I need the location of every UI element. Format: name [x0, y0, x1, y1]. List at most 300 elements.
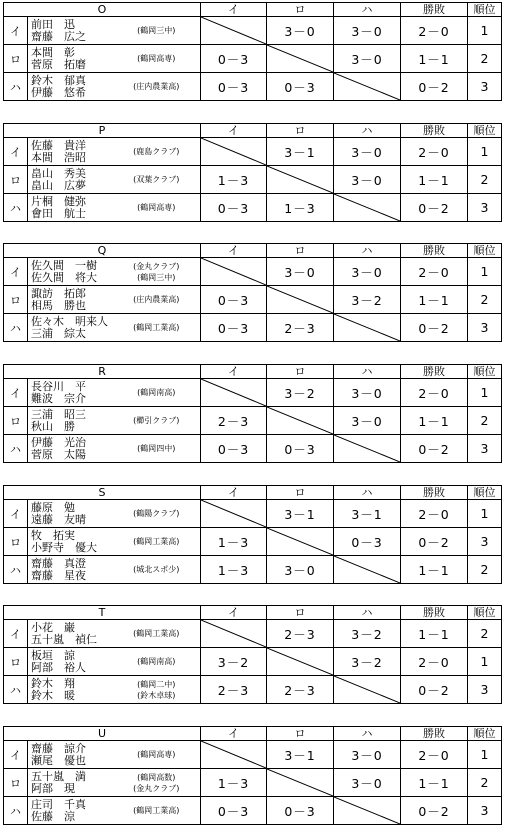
league-table [3, 605, 501, 704]
win-loss-record: 0－2 [401, 194, 468, 222]
player-name-1: 伊藤 光治 [31, 435, 86, 449]
self-match-cell [201, 500, 267, 528]
team-name-1: (鶴岡三中) [137, 26, 176, 35]
pair-names [28, 73, 113, 101]
final-rank: 1 [468, 17, 502, 45]
win-loss-record: 2－0 [401, 500, 468, 528]
player-name-1: 齋藤 真澄 [31, 556, 86, 570]
col-header-ha: ハ [334, 3, 401, 17]
team-affiliation [113, 138, 201, 166]
diagonal-slash [267, 769, 333, 796]
self-match-cell [267, 45, 334, 73]
league-header-row [4, 365, 502, 379]
final-rank: 1 [468, 648, 502, 676]
win-loss-record: 2－0 [401, 379, 468, 407]
team-name-1: (庄内農業高) [133, 82, 180, 91]
team-affiliation [113, 528, 201, 556]
col-header-i: イ [201, 3, 267, 17]
player-pair-row [4, 620, 502, 648]
score-vs-ha: 0－3 [334, 528, 401, 556]
team-affiliation [113, 500, 201, 528]
pair-mark: イ [4, 17, 28, 45]
pair-names [28, 166, 113, 194]
team-affiliation [113, 648, 201, 676]
diagonal-slash [267, 45, 333, 72]
score-vs-ha: 3－2 [334, 648, 401, 676]
score-vs-ro: 3－2 [267, 379, 334, 407]
diagonal-slash [267, 648, 333, 675]
win-loss-record: 1－1 [401, 556, 468, 584]
diagonal-slash [334, 73, 400, 100]
col-header-ha: ハ [334, 606, 401, 620]
team-name-2: (鈴木卓球) [137, 690, 176, 700]
col-header-record: 勝敗 [401, 727, 468, 741]
player-name-1: 齋藤 諒介 [31, 741, 86, 755]
diagonal-line [267, 769, 333, 796]
score-vs-ha: 3－0 [334, 379, 401, 407]
col-header-rank: 順位 [468, 3, 502, 17]
win-loss-record: 2－0 [401, 17, 468, 45]
self-match-cell [334, 314, 401, 342]
win-loss-record: 2－0 [401, 741, 468, 769]
team-name-1: (鶴岡工業高) [133, 629, 180, 638]
self-match-cell [201, 620, 267, 648]
player-pair-row [4, 314, 502, 342]
team-affiliation [113, 314, 201, 342]
diagonal-slash [334, 797, 400, 824]
player-name-1: 長谷川 平 [31, 379, 86, 393]
player-pair-row [4, 648, 502, 676]
win-loss-record: 0－2 [401, 435, 468, 463]
league-name: O [4, 3, 201, 17]
diagonal-line [201, 258, 266, 285]
score-vs-ro: 3－1 [267, 138, 334, 166]
pair-names [28, 138, 113, 166]
team-affiliation [113, 379, 201, 407]
self-match-cell [201, 138, 267, 166]
pair-names [28, 258, 113, 286]
pair-mark: ハ [4, 797, 28, 825]
final-rank: 2 [468, 556, 502, 584]
diagonal-slash [201, 379, 266, 406]
team-name-1: (鶴岡工業高) [133, 806, 180, 815]
league-name: P [4, 124, 201, 138]
pair-mark: ハ [4, 435, 28, 463]
self-match-cell [201, 741, 267, 769]
team-affiliation [113, 194, 201, 222]
league-name: R [4, 365, 201, 379]
win-loss-record: 0－2 [401, 797, 468, 825]
self-match-cell [334, 556, 401, 584]
team-name-1: (鶴岡工業高) [133, 537, 180, 546]
score-vs-ha: 3－0 [334, 258, 401, 286]
player-name-2: 本間 浩昭 [31, 150, 86, 164]
player-name-1: 鈴木 翔 [31, 676, 75, 690]
self-match-cell [201, 258, 267, 286]
diagonal-slash [334, 314, 400, 341]
diagonal-line [334, 194, 400, 221]
final-rank: 3 [468, 194, 502, 222]
final-rank: 3 [468, 435, 502, 463]
player-name-1: 鈴木 郁真 [31, 73, 86, 87]
score-vs-i: 0－3 [201, 194, 267, 222]
pair-mark: イ [4, 379, 28, 407]
diagonal-line [201, 17, 266, 44]
final-rank: 2 [468, 45, 502, 73]
league-table [3, 123, 501, 222]
final-rank: 2 [468, 166, 502, 194]
final-rank: 3 [468, 797, 502, 825]
self-match-cell [201, 379, 267, 407]
team-name-1: (鶴岡南高) [137, 388, 176, 397]
player-name-2: 五十嵐 禎仁 [31, 632, 97, 646]
final-rank: 1 [468, 500, 502, 528]
win-loss-record: 0－2 [401, 528, 468, 556]
win-loss-record: 1－1 [401, 286, 468, 314]
pair-names [28, 286, 113, 314]
score-vs-i: 2－3 [201, 407, 267, 435]
diagonal-line [201, 379, 266, 406]
diagonal-line [267, 166, 333, 193]
col-header-i: イ [201, 124, 267, 138]
diagonal-slash [334, 676, 400, 703]
diagonal-slash [201, 17, 266, 44]
player-name-1: 本間 彰 [31, 45, 75, 59]
final-rank: 2 [468, 620, 502, 648]
team-name-1: (鶴岡高専) [137, 750, 176, 759]
diagonal-line [267, 528, 333, 555]
pair-mark: ハ [4, 676, 28, 704]
win-loss-record: 0－2 [401, 73, 468, 101]
win-loss-record: 1－1 [401, 769, 468, 797]
diagonal-slash [267, 286, 333, 313]
self-match-cell [334, 797, 401, 825]
score-vs-ha: 3－1 [334, 500, 401, 528]
col-header-rank: 順位 [468, 124, 502, 138]
team-name-1: (鶴岡高数) [137, 772, 176, 782]
player-pair-row [4, 379, 502, 407]
col-header-ha: ハ [334, 486, 401, 500]
player-name-2: 難波 宗介 [31, 391, 86, 405]
score-vs-i: 1－3 [201, 556, 267, 584]
team-name-1: (双葉クラブ) [133, 175, 180, 184]
diagonal-slash [201, 500, 266, 527]
col-header-ha: ハ [334, 365, 401, 379]
diagonal-line [201, 620, 266, 647]
col-header-ro: ロ [267, 727, 334, 741]
player-name-1: 小花 巌 [31, 620, 75, 634]
diagonal-line [334, 676, 400, 703]
team-affiliation [113, 741, 201, 769]
player-name-2: 相馬 勝也 [31, 298, 86, 312]
player-name-1: 佐々木 明来人 [31, 314, 108, 328]
diagonal-slash [334, 435, 400, 462]
diagonal-line [201, 138, 266, 165]
league-header-row [4, 606, 502, 620]
pair-names [28, 648, 113, 676]
col-header-ro: ロ [267, 124, 334, 138]
player-name-2: 秋山 勝 [31, 419, 75, 433]
score-vs-ha: 3－0 [334, 407, 401, 435]
league-name: U [4, 727, 201, 741]
league-header-row [4, 486, 502, 500]
final-rank: 3 [468, 528, 502, 556]
player-pair-row [4, 258, 502, 286]
league-table [3, 726, 501, 825]
team-name-1: (鶴岡二中) [137, 679, 176, 689]
diagonal-slash [201, 620, 266, 647]
player-name-1: 佐久間 一樹 [31, 258, 97, 272]
col-header-record: 勝敗 [401, 3, 468, 17]
score-vs-ro: 3－0 [267, 556, 334, 584]
score-vs-ha: 3－0 [334, 769, 401, 797]
pair-mark: イ [4, 741, 28, 769]
pair-names [28, 769, 113, 797]
diagonal-line [267, 45, 333, 72]
win-loss-record: 1－1 [401, 45, 468, 73]
score-vs-i: 0－3 [201, 435, 267, 463]
diagonal-slash [267, 166, 333, 193]
player-name-2: 鈴木 暖 [31, 688, 75, 702]
team-affiliation [113, 17, 201, 45]
player-pair-row [4, 138, 502, 166]
self-match-cell [267, 286, 334, 314]
pair-mark: イ [4, 138, 28, 166]
player-name-1: 藤原 勉 [31, 500, 75, 514]
pair-names [28, 797, 113, 825]
col-header-record: 勝敗 [401, 486, 468, 500]
pair-mark: ロ [4, 407, 28, 435]
self-match-cell [334, 435, 401, 463]
player-name-2: 會田 航士 [31, 206, 86, 220]
team-affiliation [113, 556, 201, 584]
col-header-ha: ハ [334, 244, 401, 258]
player-name-2: 畠山 広夢 [31, 178, 86, 192]
self-match-cell [267, 528, 334, 556]
score-vs-ha: 3－0 [334, 741, 401, 769]
team-affiliation [113, 676, 201, 704]
team-name-2: (金丸クラブ) [133, 783, 180, 793]
col-header-i: イ [201, 727, 267, 741]
score-vs-i: 1－3 [201, 166, 267, 194]
self-match-cell [334, 194, 401, 222]
final-rank: 2 [468, 407, 502, 435]
team-name-1: (鶴岡四中) [137, 444, 176, 453]
player-name-2: 齋藤 星夜 [31, 568, 86, 582]
player-name-2: 遠藤 友晴 [31, 512, 86, 526]
pair-names [28, 676, 113, 704]
team-name-1: (庄内農業高) [133, 295, 180, 304]
team-affiliation [113, 435, 201, 463]
col-header-ro: ロ [267, 244, 334, 258]
player-name-2: 瀬尾 優也 [31, 753, 86, 767]
score-vs-i: 0－3 [201, 286, 267, 314]
final-rank: 3 [468, 314, 502, 342]
col-header-rank: 順位 [468, 727, 502, 741]
score-vs-ha: 3－0 [334, 138, 401, 166]
score-vs-ro: 1－3 [267, 194, 334, 222]
league-header-row [4, 244, 502, 258]
score-vs-ro: 2－3 [267, 676, 334, 704]
player-pair-row [4, 286, 502, 314]
team-affiliation [113, 166, 201, 194]
league-name: T [4, 606, 201, 620]
diagonal-line [334, 556, 400, 583]
score-vs-i: 0－3 [201, 314, 267, 342]
pair-mark: ハ [4, 314, 28, 342]
player-name-2: 阿部 裕人 [31, 660, 86, 674]
score-vs-i: 2－3 [201, 676, 267, 704]
pair-mark: ロ [4, 166, 28, 194]
player-name-1: 前田 迅 [31, 17, 75, 31]
player-name-1: 畠山 秀美 [31, 166, 86, 180]
diagonal-line [334, 797, 400, 824]
team-affiliation [113, 769, 201, 797]
pair-mark: イ [4, 620, 28, 648]
diagonal-slash [334, 194, 400, 221]
player-name-2: 菅原 太陽 [31, 447, 86, 461]
self-match-cell [267, 166, 334, 194]
player-pair-row [4, 769, 502, 797]
score-vs-ro: 3－0 [267, 258, 334, 286]
diagonal-slash [201, 258, 266, 285]
pair-mark: イ [4, 500, 28, 528]
score-vs-i: 0－3 [201, 73, 267, 101]
player-name-2: 伊藤 悠希 [31, 85, 86, 99]
final-rank: 3 [468, 73, 502, 101]
col-header-ha: ハ [334, 727, 401, 741]
diagonal-line [334, 73, 400, 100]
player-name-1: 庄司 千真 [31, 797, 86, 811]
player-pair-row [4, 500, 502, 528]
league-header-row [4, 3, 502, 17]
player-pair-row [4, 45, 502, 73]
pair-names [28, 194, 113, 222]
final-rank: 1 [468, 379, 502, 407]
league-header-row [4, 124, 502, 138]
win-loss-record: 1－1 [401, 166, 468, 194]
win-loss-record: 2－0 [401, 258, 468, 286]
pair-mark: ロ [4, 286, 28, 314]
score-vs-ro: 3－1 [267, 741, 334, 769]
col-header-ro: ロ [267, 365, 334, 379]
col-header-record: 勝敗 [401, 365, 468, 379]
score-vs-i: 0－3 [201, 45, 267, 73]
win-loss-record: 2－0 [401, 648, 468, 676]
diagonal-line [267, 407, 333, 434]
player-pair-row [4, 194, 502, 222]
self-match-cell [267, 769, 334, 797]
diagonal-line [201, 741, 266, 768]
diagonal-line [334, 435, 400, 462]
team-affiliation [113, 45, 201, 73]
col-header-rank: 順位 [468, 606, 502, 620]
score-vs-ro: 0－3 [267, 435, 334, 463]
pair-names [28, 435, 113, 463]
score-vs-ro: 2－3 [267, 620, 334, 648]
final-rank: 2 [468, 769, 502, 797]
player-name-2: 阿部 現 [31, 781, 75, 795]
diagonal-line [267, 648, 333, 675]
score-vs-i: 0－3 [201, 797, 267, 825]
final-rank: 3 [468, 676, 502, 704]
self-match-cell [267, 407, 334, 435]
diagonal-slash [201, 741, 266, 768]
col-header-ro: ロ [267, 606, 334, 620]
col-header-i: イ [201, 244, 267, 258]
team-affiliation [113, 620, 201, 648]
team-affiliation [113, 73, 201, 101]
score-vs-ro: 0－3 [267, 73, 334, 101]
player-pair-row [4, 741, 502, 769]
player-name-2: 小野寺 優大 [31, 540, 97, 554]
win-loss-record: 2－0 [401, 138, 468, 166]
pair-names [28, 556, 113, 584]
score-vs-i: 1－3 [201, 769, 267, 797]
self-match-cell [334, 73, 401, 101]
col-header-record: 勝敗 [401, 606, 468, 620]
league-name: S [4, 486, 201, 500]
diagonal-line [267, 286, 333, 313]
player-pair-row [4, 528, 502, 556]
col-header-i: イ [201, 486, 267, 500]
player-name-1: 牧 拓実 [31, 528, 75, 542]
team-name-1: (鹿島クラブ) [133, 147, 180, 156]
diagonal-slash [201, 138, 266, 165]
pair-names [28, 45, 113, 73]
col-header-rank: 順位 [468, 244, 502, 258]
pair-mark: ハ [4, 73, 28, 101]
score-vs-ha: 3－0 [334, 17, 401, 45]
team-name-1: (金丸クラブ) [133, 261, 180, 271]
pair-mark: イ [4, 258, 28, 286]
score-vs-ro: 3－1 [267, 500, 334, 528]
score-vs-ro: 2－3 [267, 314, 334, 342]
player-name-2: 佐藤 涼 [31, 809, 75, 823]
self-match-cell [201, 17, 267, 45]
col-header-record: 勝敗 [401, 244, 468, 258]
pair-mark: ハ [4, 556, 28, 584]
diagonal-line [201, 500, 266, 527]
player-name-1: 佐藤 貴洋 [31, 138, 86, 152]
col-header-ha: ハ [334, 124, 401, 138]
player-pair-row [4, 676, 502, 704]
player-name-1: 諏訪 拓郎 [31, 286, 86, 300]
team-affiliation [113, 286, 201, 314]
pair-mark: ハ [4, 194, 28, 222]
team-name-2: (鶴岡三中) [137, 272, 176, 282]
pair-names [28, 314, 113, 342]
team-name-1: (鶴陽クラブ) [133, 509, 180, 518]
pair-names [28, 500, 113, 528]
score-vs-ha: 3－0 [334, 166, 401, 194]
player-name-2: 佐久間 将大 [31, 270, 97, 284]
col-header-rank: 順位 [468, 486, 502, 500]
pair-mark: ロ [4, 648, 28, 676]
player-name-1: 五十嵐 満 [31, 769, 86, 783]
player-pair-row [4, 17, 502, 45]
player-pair-row [4, 166, 502, 194]
self-match-cell [267, 648, 334, 676]
pair-names [28, 379, 113, 407]
score-vs-ro: 0－3 [267, 797, 334, 825]
win-loss-record: 1－1 [401, 407, 468, 435]
player-name-1: 片桐 健弥 [31, 194, 86, 208]
player-pair-row [4, 797, 502, 825]
pair-names [28, 620, 113, 648]
win-loss-record: 1－1 [401, 620, 468, 648]
pair-mark: ロ [4, 45, 28, 73]
